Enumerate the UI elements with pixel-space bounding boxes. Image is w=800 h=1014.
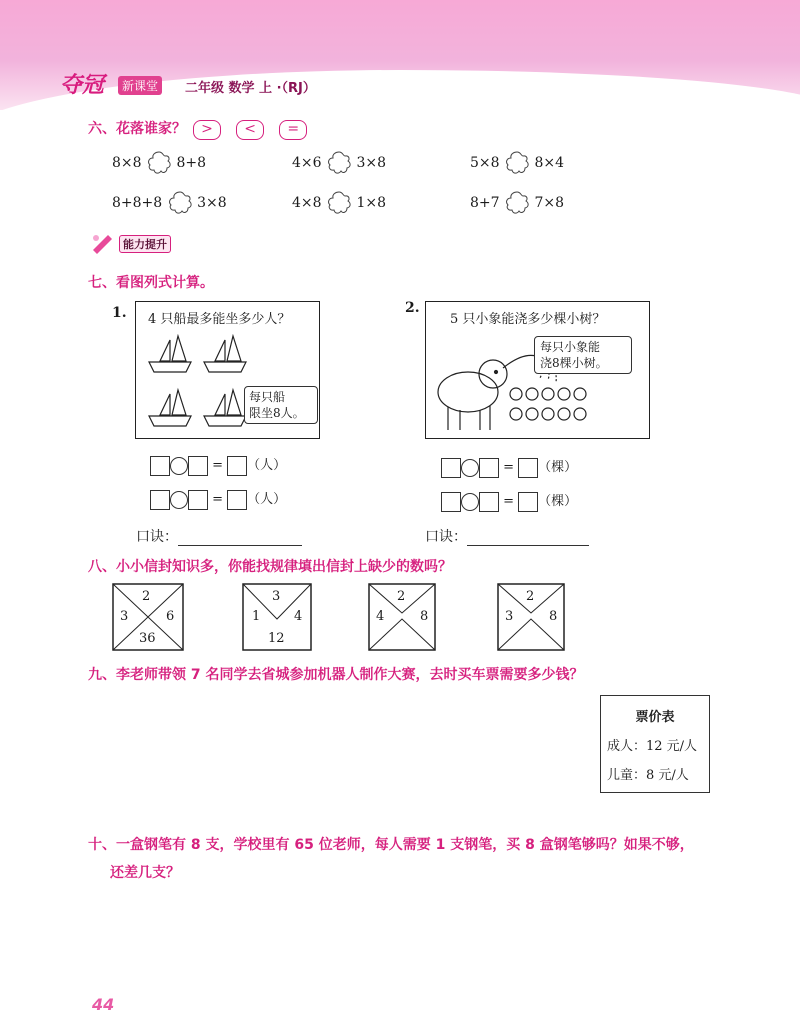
flower-blank-icon[interactable]	[504, 190, 530, 216]
answer-box[interactable]	[150, 490, 170, 510]
speech-bubble	[534, 336, 632, 374]
section9-title: 九、李老师带领 7 名同学去省城参加机器人制作大赛，去时买车票需要多少钱？	[88, 667, 584, 683]
compare-item	[292, 150, 386, 176]
compare-item	[470, 190, 564, 216]
answer-box[interactable]	[227, 490, 247, 510]
compare-left: 8+8+8	[112, 195, 163, 211]
unit-label: （棵）	[538, 494, 578, 509]
pen-icon	[90, 232, 116, 256]
problem-number: 1.	[112, 305, 127, 321]
section10-line2: 还差几支？	[110, 865, 180, 881]
equation-row: = （棵）	[441, 490, 577, 512]
envelope	[497, 583, 565, 651]
koujue-row	[136, 526, 302, 546]
symbol-gt: >	[193, 120, 221, 140]
brand-logo: 夺冠	[60, 73, 105, 98]
ticket-table-title: 票价表	[635, 710, 675, 725]
answer-box[interactable]	[518, 458, 538, 478]
answer-box[interactable]	[150, 456, 170, 476]
compare-left: 8+7	[470, 195, 500, 211]
section7-title: 七、看图列式计算。	[88, 275, 214, 291]
compare-item	[470, 150, 564, 176]
envelope-right: 8	[420, 609, 429, 624]
envelope-right: 4	[294, 609, 303, 624]
koujue-label: 口诀：	[136, 529, 178, 545]
compare-left: 4×6	[292, 155, 322, 171]
ability-badge	[90, 232, 171, 256]
speech-bubble-line: 浇8棵小树。	[540, 356, 608, 370]
envelope-left: 3	[505, 609, 514, 624]
envelope-left: 1	[252, 609, 261, 624]
elephant-picture	[425, 301, 650, 439]
flower-blank-icon[interactable]	[326, 190, 352, 216]
ticket-price-table	[600, 695, 710, 793]
speech-bubble-line: 每只船	[249, 390, 286, 404]
speech-bubble-line: 每只小象能	[540, 340, 601, 354]
unit-label: （人）	[247, 492, 287, 507]
ability-badge-label: 能力提升	[119, 235, 171, 253]
envelope-bottom: 36	[139, 631, 156, 646]
envelope	[242, 583, 312, 651]
compare-right: 1×8	[356, 195, 386, 211]
symbol-options	[193, 118, 317, 140]
compare-item	[112, 190, 227, 216]
envelope	[368, 583, 436, 651]
operator-circle[interactable]	[170, 491, 188, 509]
answer-box[interactable]	[227, 456, 247, 476]
envelope-top: 2	[526, 589, 535, 604]
compare-right: 3×8	[356, 155, 386, 171]
unit-label: （棵）	[538, 460, 578, 475]
brand-subtitle: 新课堂	[118, 76, 162, 95]
operator-circle[interactable]	[461, 493, 479, 511]
answer-box[interactable]	[518, 492, 538, 512]
answer-box[interactable]	[188, 490, 208, 510]
speech-bubble	[244, 386, 318, 424]
envelope-left: 4	[376, 609, 385, 624]
envelope-right: 8	[549, 609, 558, 624]
speech-bubble-line: 限坐8人。	[249, 406, 305, 420]
answer-box[interactable]	[479, 458, 499, 478]
answer-box[interactable]	[441, 458, 461, 478]
page-number: 44	[92, 995, 115, 1014]
compare-item	[112, 150, 206, 176]
section10-line1: 十、一盒钢笔有 8 支，学校里有 65 位老师，每人需要 1 支钢笔，买 8 盒钢笔够吗？如果不够，	[88, 837, 694, 853]
compare-right: 3×8	[197, 195, 227, 211]
problem-number: 2.	[405, 300, 420, 316]
envelope	[112, 583, 184, 651]
compare-right: 8+8	[176, 155, 206, 171]
flower-blank-icon[interactable]	[167, 190, 193, 216]
flower-blank-icon[interactable]	[326, 150, 352, 176]
child-price: 儿童：8 元/人	[607, 768, 689, 783]
operator-circle[interactable]	[170, 457, 188, 475]
compare-right: 8×4	[534, 155, 564, 171]
envelope-top: 2	[142, 589, 151, 604]
envelope-top: 3	[272, 589, 281, 604]
compare-item	[292, 190, 386, 216]
adult-price: 成人：12 元/人	[607, 739, 698, 754]
boat-picture	[135, 301, 320, 439]
picture-question: 4 只船最多能坐多少人？	[148, 312, 291, 327]
compare-left: 4×8	[292, 195, 322, 211]
envelope-top: 2	[397, 589, 406, 604]
envelope-right: 6	[166, 609, 175, 624]
equation-row: = （棵）	[441, 456, 577, 478]
envelope-bottom: 12	[268, 631, 285, 646]
flower-blank-icon[interactable]	[504, 150, 530, 176]
section8-title: 八、小小信封知识多，你能找规律填出信封上缺少的数吗？	[88, 559, 452, 575]
answer-box[interactable]	[188, 456, 208, 476]
symbol-eq: =	[279, 120, 307, 140]
operator-circle[interactable]	[461, 459, 479, 477]
koujue-line[interactable]	[178, 545, 302, 546]
koujue-row	[425, 526, 589, 546]
equation-row: = （人）	[150, 488, 286, 510]
unit-label: （人）	[247, 458, 287, 473]
answer-box[interactable]	[479, 492, 499, 512]
flower-blank-icon[interactable]	[146, 150, 172, 176]
compare-left: 8×8	[112, 155, 142, 171]
compare-left: 5×8	[470, 155, 500, 171]
symbol-lt: <	[236, 120, 264, 140]
grade-label: 二年级 数学 上 ·（RJ）	[185, 81, 316, 96]
answer-box[interactable]	[441, 492, 461, 512]
equation-row: = （人）	[150, 454, 286, 476]
picture-question: 5 只小象能浇多少棵小树？	[450, 312, 606, 327]
section6-title: 六、花落谁家？	[88, 121, 186, 137]
compare-right: 7×8	[534, 195, 564, 211]
koujue-label: 口诀：	[425, 529, 467, 545]
koujue-line[interactable]	[467, 545, 589, 546]
envelope-left: 3	[120, 609, 129, 624]
